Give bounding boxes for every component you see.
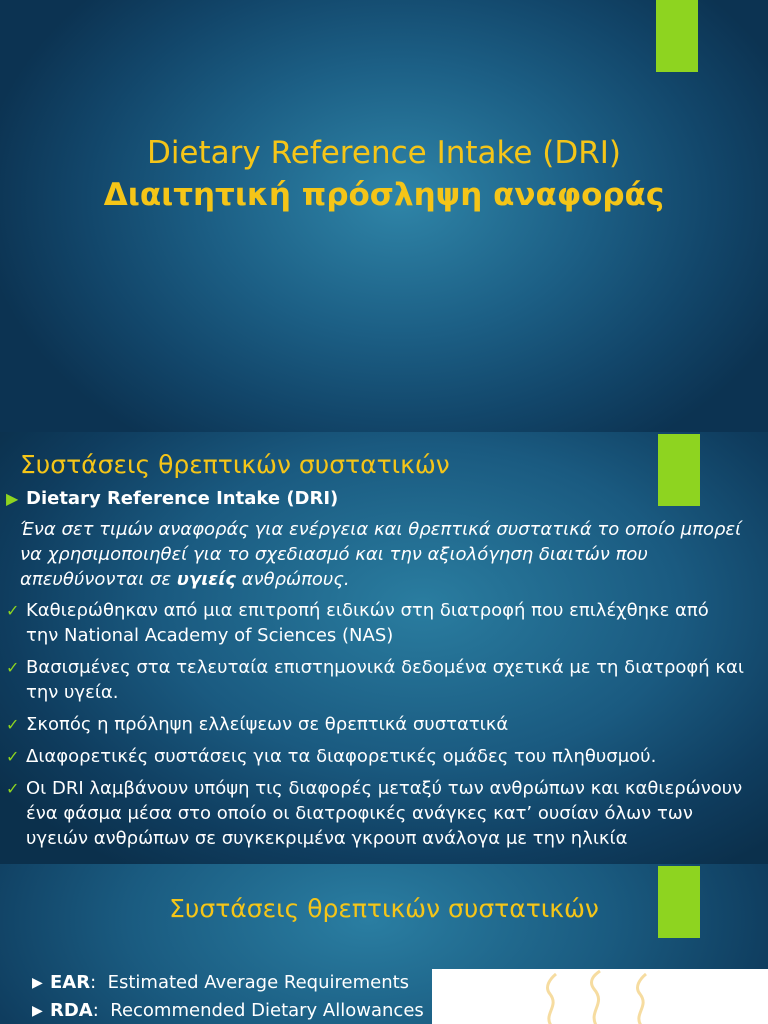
list-item: ▶ EAR: Estimated Average Requirements (32, 969, 424, 997)
image-placeholder (432, 969, 768, 1024)
list-item: ▶ RDA: Recommended Dietary Allowances (32, 997, 424, 1024)
checkmark-icon: ✓ (6, 658, 20, 677)
list-item: ✓ Σκοπός η πρόληψη ελλείψεων σε θρεπτικά συστατικά (6, 714, 509, 735)
slide-title (0, 0, 768, 432)
slide-abbreviations (0, 864, 768, 1024)
accent-bar (656, 0, 698, 72)
list-item: ✓ Βασισμένες στα τελευταία επιστημονικά δεδομένα σχετικά με τη διατροφή και την υγεία. (6, 657, 744, 703)
abbr-full: Recommended Dietary Allowances (110, 1000, 424, 1021)
bullet-dri (6, 486, 746, 511)
list-item: ✓ Οι DRI λαμβάνουν υπόψη τις διαφορές μεταξύ των ανθρώπων και καθιερώνουν ένα φάσμα μέσα στο οποίο οι διατροφικές ανάγκες κατ’ ουσίαν όλων των υγειών ανθρώπων σε συγκεκριμένα γκρουπ ανάλογα με την ηλικία (6, 778, 743, 849)
dri-definition: Ένα σετ τιμών αναφοράς για ενέργεια και θρεπτικά συστατικά το οποίο μπορεί να χρησιμοποιηθεί για το σχεδιασμό και την αξιολόγηση διαιτών που απευθύνονται σε υγιείς ανθρώπους. (20, 519, 742, 590)
checkmark-icon: ✓ (6, 601, 20, 620)
arrow-triangle-icon: ▶ (6, 489, 19, 508)
dri-label: Dietary Reference Intake (DRI) (26, 488, 339, 509)
steam-illustration (432, 969, 768, 1024)
arrow-triangle-icon: ▶ (32, 1003, 43, 1019)
title-line-english: Dietary Reference Intake (DRI) (146, 135, 622, 171)
abbr-code: EAR (50, 972, 91, 993)
checkmark-icon: ✓ (6, 779, 20, 798)
slide-heading: Συστάσεις θρεπτικών συστατικών (169, 894, 599, 923)
slide-recommendations (0, 432, 768, 864)
arrow-triangle-icon: ▶ (32, 975, 43, 991)
list-item: ✓ Καθιερώθηκαν από μια επιτροπή ειδικών στη διατροφή που επιλέχθηκε από την National Academy of Sciences (NAS) (6, 600, 709, 646)
abbr-full: Estimated Average Requirements (107, 972, 410, 993)
abbr-code: RDA (50, 1000, 93, 1021)
slide-title-text (0, 132, 768, 216)
checkmark-icon: ✓ (6, 715, 20, 734)
title-line-greek: Διαιτητική πρόσληψη αναφοράς (103, 177, 665, 213)
abbreviation-list (32, 969, 424, 1024)
list-item: ✓ Διαφορετικές συστάσεις για τα διαφορετικές ομάδες του πληθυσμού. (6, 746, 657, 767)
checkmark-icon: ✓ (6, 747, 20, 766)
slide-body (6, 486, 746, 858)
definition-emphasis: υγιείς (176, 569, 236, 590)
slide-heading: Συστάσεις θρεπτικών συστατικών (20, 450, 450, 479)
